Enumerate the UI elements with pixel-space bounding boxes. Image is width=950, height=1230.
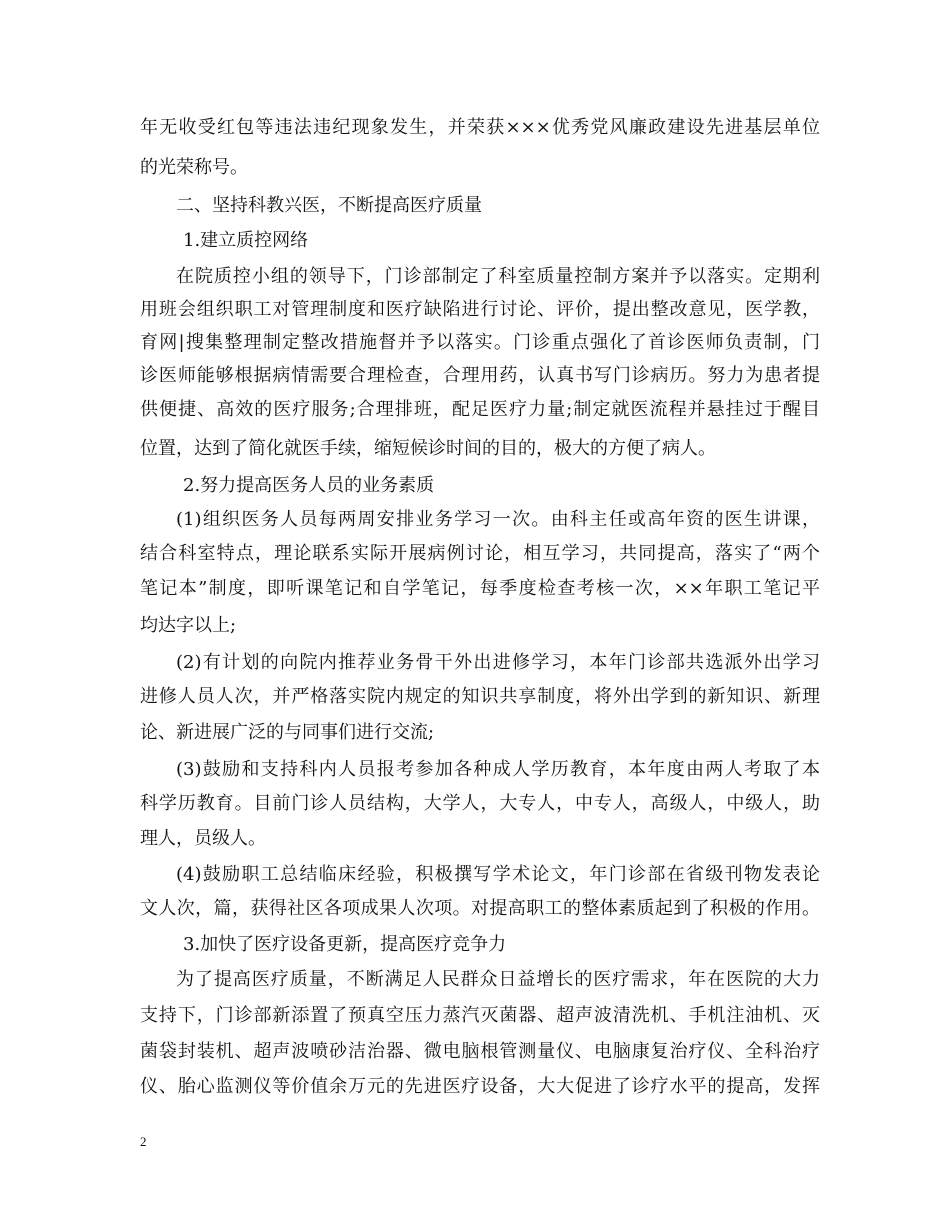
subsection-heading: 2.努力提高医务人员的业务素质: [183, 475, 435, 496]
paragraph-line: 诊医师能够根据病情需要合理检查，合理用药，认真书写门诊病历。努力为患者提: [140, 365, 820, 386]
subsection-heading: 3.加快了医疗设备更新，提高医疗竞争力: [183, 934, 507, 955]
paragraph-line: (4)鼓励职工总结临床经验，积极撰写学术论文，年门诊部在省级刊物发表论: [176, 864, 820, 885]
paragraph-line: (2)有计划的向院内推荐业务骨干外出进修学习，本年门诊部共选派外出学习: [176, 652, 820, 673]
subsection-heading: 1.建立质控网络: [183, 230, 309, 251]
paragraph-line: 为了提高医疗质量，不断满足人民群众日益增长的医疗需求，年在医院的大力: [176, 969, 820, 990]
paragraph-line: 仪、胎心监测仪等价值余万元的先进医疗设备，大大促进了诊疗水平的提高，发挥: [140, 1076, 820, 1097]
paragraph-line: 菌袋封装机、超声波喷砂洁治器、微电脑根管测量仪、电脑康复治疗仪、全科治疗: [140, 1041, 820, 1062]
paragraph-line: 位置，达到了简化就医手续，缩短候诊时间的目的，极大的方便了病人。: [140, 438, 716, 459]
paragraph-line: 科学历教育。目前门诊人员结构，大学人，大专人，中专人，高级人，中级人，助: [140, 793, 820, 814]
paragraph-line: 支持下，门诊部新添置了预真空压力蒸汽灭菌器、超声波清洗机、手机注油机、灭: [140, 1005, 820, 1026]
paragraph-line: 理人，员级人。: [140, 828, 266, 849]
paragraph-line: 年无收受红包等违法违纪现象发生，并荣获×××优秀党风廉政建设先进基层单位: [140, 117, 820, 138]
page-number: 2: [140, 1134, 147, 1149]
paragraph-line: (3)鼓励和支持科内人员报考参加各种成人学历教育，本年度由两人考取了本: [176, 759, 820, 780]
paragraph-line: 在院质控小组的领导下，门诊部制定了科室质量控制方案并予以落实。定期利: [176, 266, 820, 287]
paragraph-line: 笔记本”制度，即听课笔记和自学笔记，每季度检查考核一次，××年职工笔记平: [140, 578, 820, 599]
paragraph-line: 育网|搜集整理制定整改措施督并予以落实。门诊重点强化了首诊医师负责制，门: [140, 332, 820, 353]
paragraph-line: 供便捷、高效的医疗服务;合理排班，配足医疗力量;制定就医流程并悬挂过于醒目: [140, 399, 820, 420]
paragraph-line: 用班会组织职工对管理制度和医疗缺陷进行讨论、评价，提出整改意见，医学教，: [140, 299, 820, 320]
paragraph-line: 论、新进展广泛的与同事们进行交流;: [140, 722, 435, 743]
paragraph-line: 均达字以上;: [140, 615, 237, 636]
paragraph-line: 结合科室特点，理论联系实际开展病例讨论，相互学习，共同提高，落实了“两个: [140, 543, 820, 564]
paragraph-line: 文人次，篇，获得社区各项成果人次项。对提高职工的整体素质起到了积极的作用。: [140, 898, 820, 919]
paragraph-line: 的光荣称号。: [140, 157, 248, 178]
section-heading: 二、坚持科教兴医，不断提高医疗质量: [176, 195, 482, 216]
paragraph-line: 进修人员人次，并严格落实院内规定的知识共享制度，将外出学到的新知识、新理: [140, 686, 820, 707]
paragraph-line: (1)组织医务人员每两周安排业务学习一次。由科主任或高年资的医生讲课，: [176, 509, 820, 530]
